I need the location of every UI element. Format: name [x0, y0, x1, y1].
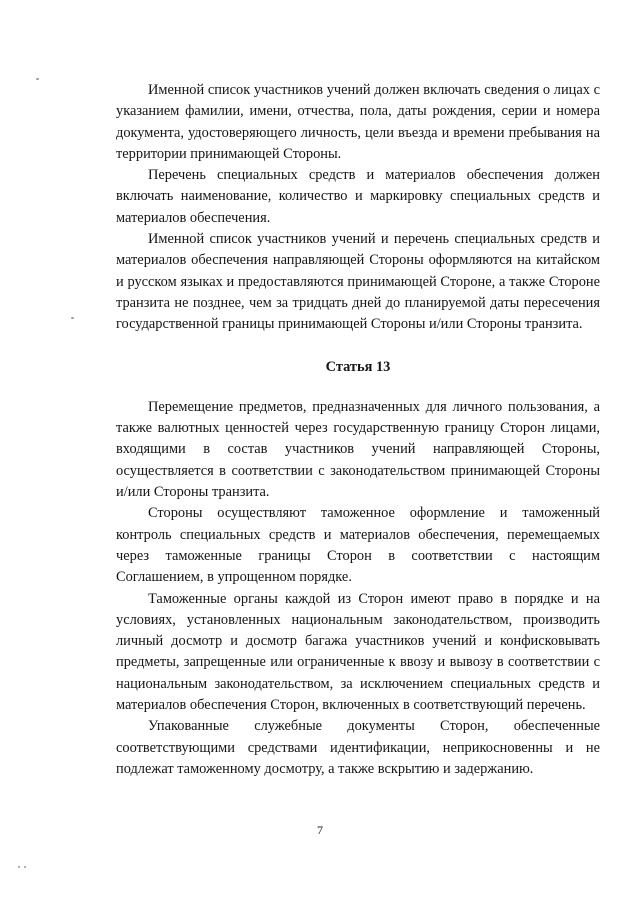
paragraph: Именной список участников учений должен включать сведения о лицах с указанием фамилии, имени, отчества, пола, даты рождения, серии и номера документа, удостоверяющего личность, цели въезда и времени пребывания на территории принимающей Стороны.	[116, 82, 600, 162]
paragraph: Перемещение предметов, предназначенных для личного пользования, а также валютных ценностей через государственную границу Сторон лицами, входящими в состав участников учений направляющей Стороны, осуществляется в соответствии с законодательством принимающей Стороны и/или Стороны транзита.	[116, 398, 600, 501]
paragraph: Таможенные органы каждой из Сторон имеют право в порядке и на условиях, установленных национальным законодательством, производить личный досмотр и досмотр багажа участников учений и конфисковывать предметы, запрещенные или ограниченные к ввозу и вывозу в соответствии с национальным законодательством, за исключением специальных средств и материалов обеспечения Сторон, включенных в соответствующий перечень.	[116, 590, 600, 714]
page-number: 7	[317, 823, 323, 837]
scan-speck	[36, 78, 39, 80]
paragraph: Стороны осуществляют таможенное оформление и таможенный контроль специальных средств и материалов обеспечения, перемещаемых через таможенные границы Сторон в соответствии с настоящим Соглашением, в упрощенном порядке.	[116, 505, 600, 586]
document-body	[116, 80, 600, 780]
paragraph: Перечень специальных средств и материалов обеспечения должен включать наименование, количество и маркировку специальных средств и материалов обеспечения.	[116, 167, 600, 226]
scan-speck	[18, 866, 20, 868]
article-heading: Статья 13	[325, 358, 391, 375]
scan-speck	[71, 317, 74, 319]
scan-speck	[24, 866, 26, 868]
paragraph: Упакованные служебные документы Сторон, обеспеченные соответствующими средствами идентификации, неприкосновенны и не подлежат таможенному досмотру, а также вскрытию и задержанию.	[116, 718, 600, 777]
paragraph: Именной список участников учений и перечень специальных средств и материалов обеспечения направляющей Стороны оформляются на китайском и русском языках и предоставляются принимающей Стороне, а также Стороне транзита не позднее, чем за тридцать дней до планируемой даты пересечения государственной границы принимающей Стороны и/или Стороны транзита.	[116, 231, 600, 333]
